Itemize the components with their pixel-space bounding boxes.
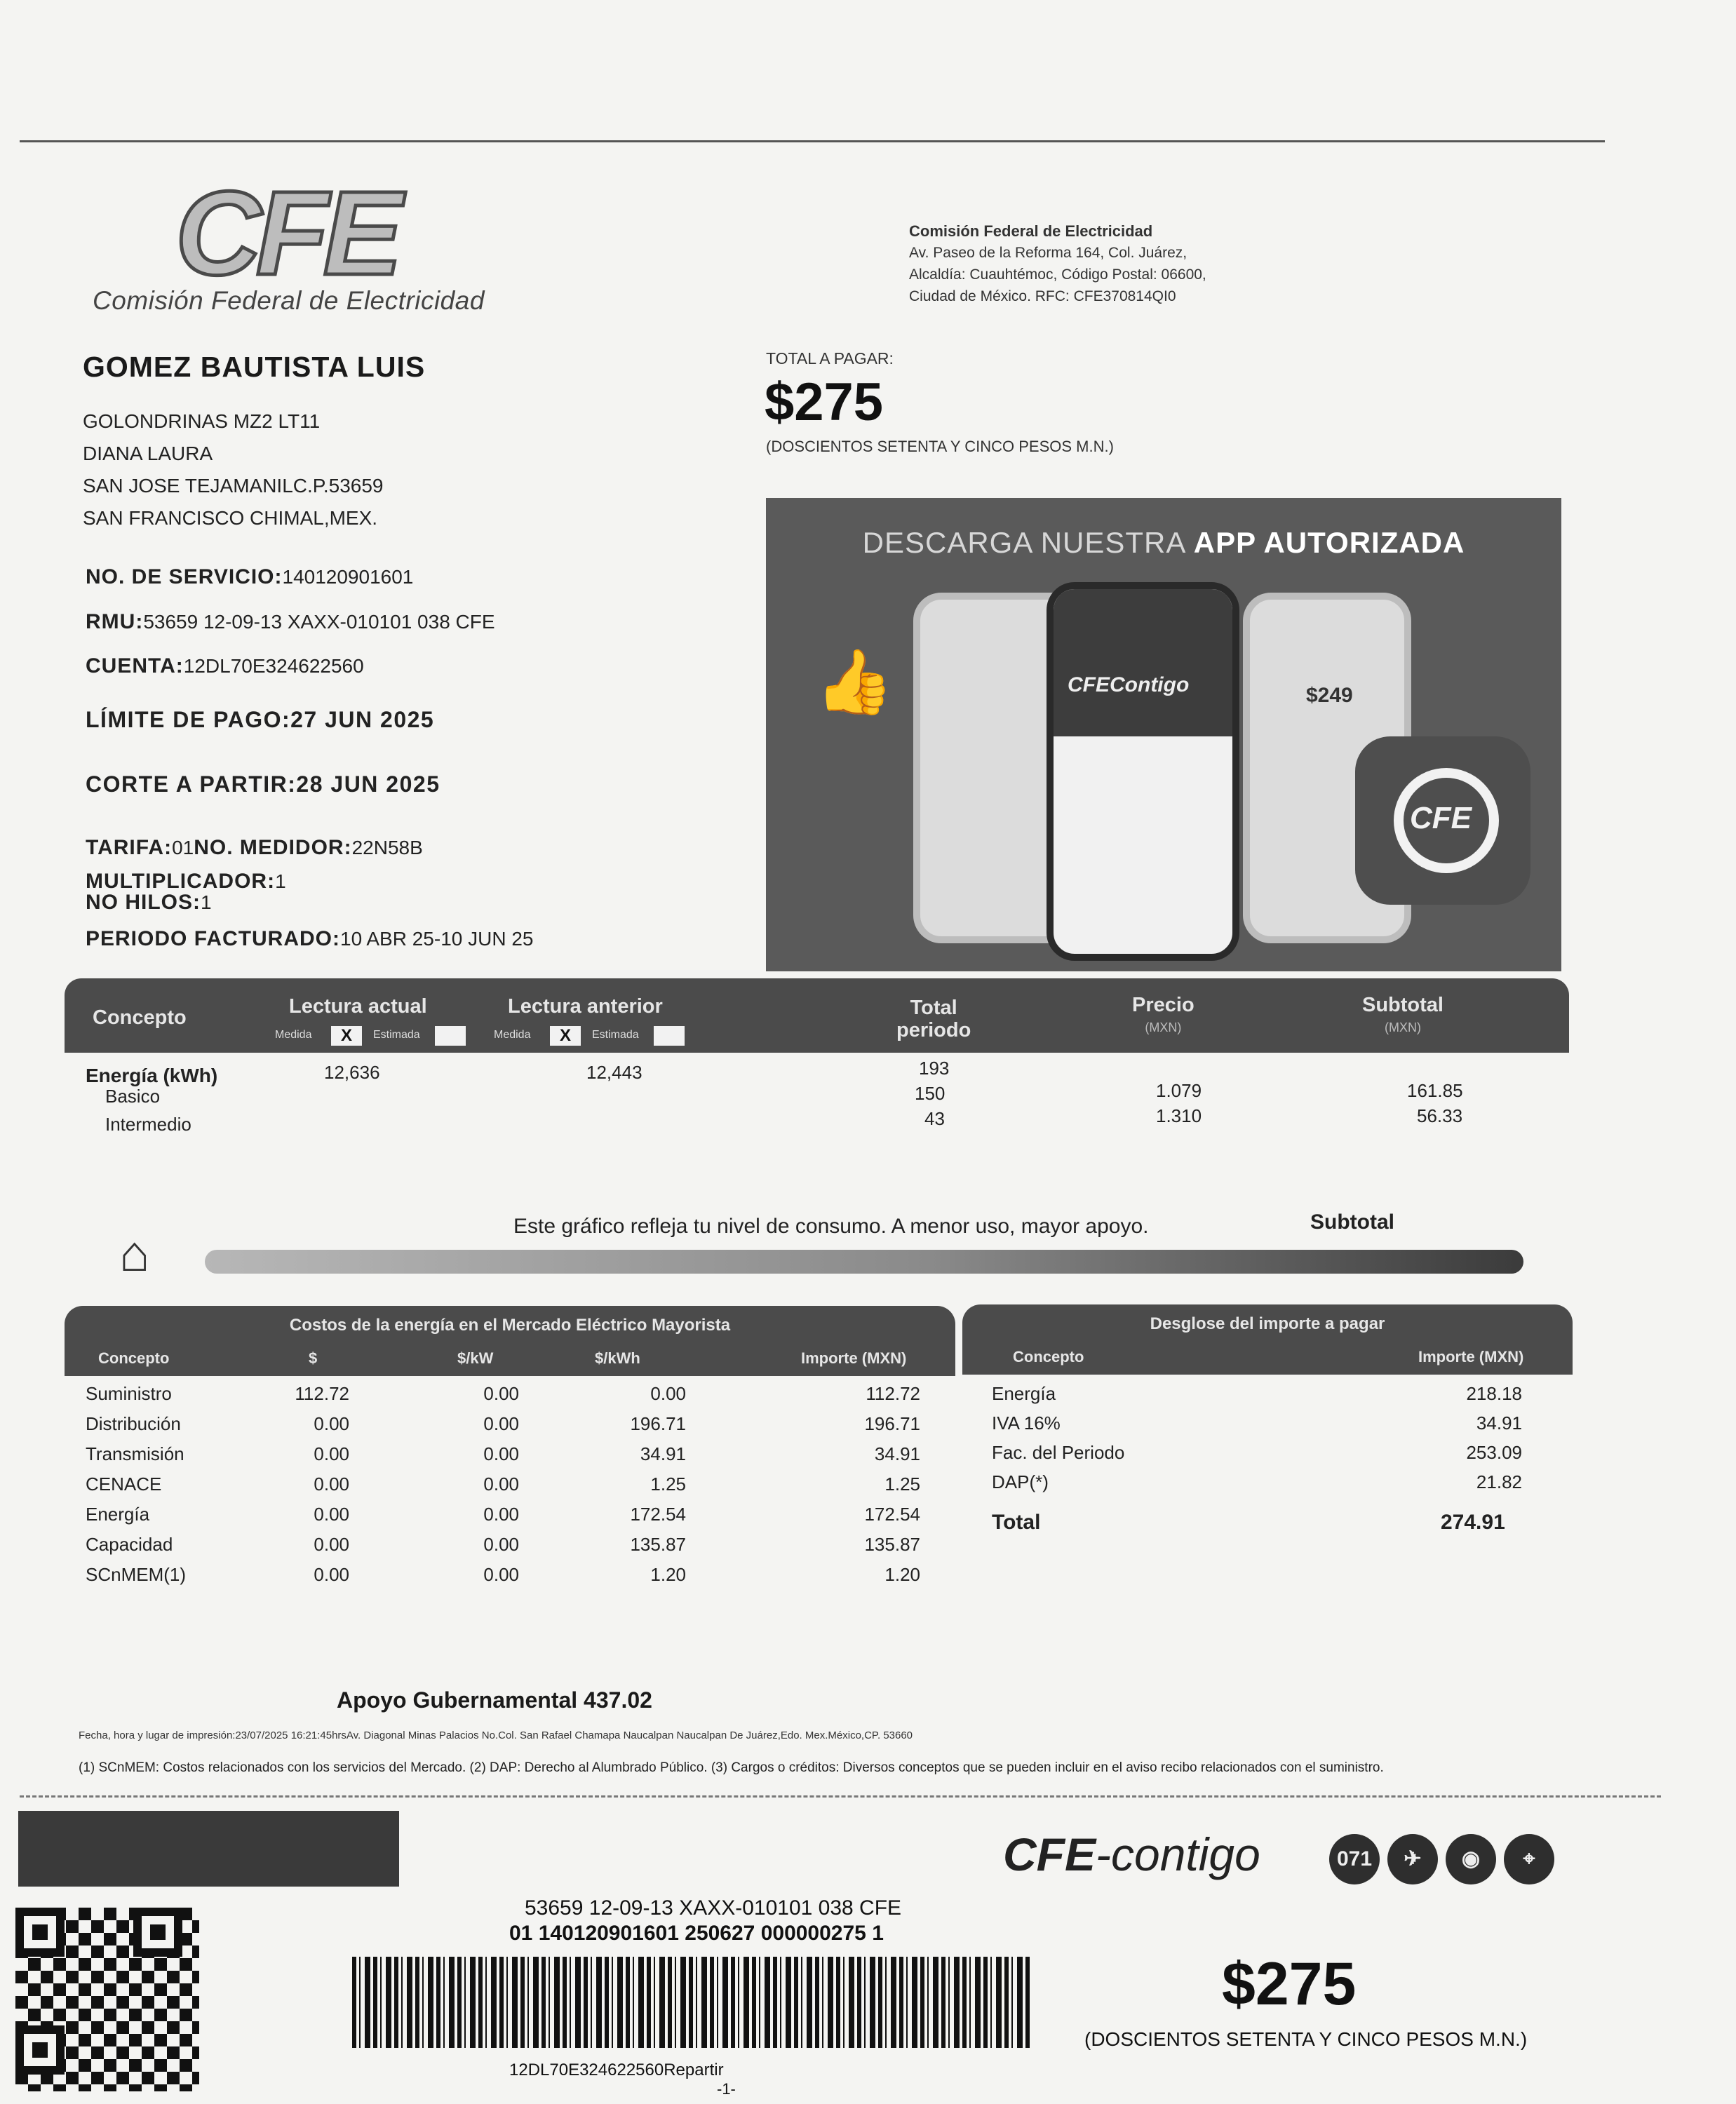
service-number: NO. DE SERVICIO:140120901601 [86,565,414,588]
stub-reference: 53659 12-09-13 XAXX-010101 038 CFE [525,1896,902,1920]
costs-cell: 0.00 [314,1413,349,1434]
costs-cell: 0.00 [483,1413,519,1434]
banner-heading: DESCARGA NUESTRA APP AUTORIZADA [862,526,1465,559]
issuer-line: Av. Paseo de la Reforma 164, Col. Juárez, [909,245,1187,261]
costs-cell: 1.25 [884,1474,920,1495]
cfe-logo-subtitle: Comisión Federal de Electricidad [93,286,485,315]
costs-cell: 0.00 [483,1383,519,1404]
location-icon[interactable]: ⌖ [1504,1834,1554,1884]
costs-table-header [65,1306,955,1376]
cfe-logo: CFE [175,167,397,300]
col-importe: Importe (MXN) [1418,1348,1524,1365]
total-periodo-value: 193 [919,1058,950,1079]
costs-cell: Distribución [86,1413,181,1434]
row-label: Intermedio [105,1114,191,1135]
total-amount: $275 [765,372,884,432]
costs-cell: 0.00 [483,1474,519,1495]
breakdown-table-header [962,1304,1573,1375]
house-icon: ⌂ [119,1226,150,1282]
col-concepto: Concepto [98,1349,170,1367]
row-subtotal: 56.33 [1417,1105,1463,1126]
gauge-subtotal-label: Subtotal [1310,1211,1394,1234]
medida-label: Medida [275,1029,312,1041]
total-label: TOTAL A PAGAR: [766,349,894,367]
barcode [352,1957,1032,2048]
breakdown-cell: IVA 16% [992,1412,1061,1434]
stub-account-distribution: 12DL70E324622560Repartir [509,2061,724,2079]
total-value: 274.91 [1441,1511,1505,1534]
costs-cell: 172.54 [630,1504,686,1525]
col-concepto: Concepto [1013,1348,1084,1365]
address-line: GOLONDRINAS MZ2 LT11 [83,410,321,432]
cfe-contigo-logo: CFE-contigo [1003,1828,1260,1880]
app-icon[interactable]: ◉ [1446,1834,1496,1884]
issuer-line: Ciudad de México. RFC: CFE370814QI0 [909,288,1176,304]
energia-label: Energía (kWh) [86,1065,218,1086]
costs-cell: 172.54 [864,1504,920,1525]
costs-cell: Transmisión [86,1443,184,1464]
government-support: Apoyo Gubernamental 437.02 [337,1687,652,1713]
telegram-icon[interactable]: ✈ [1387,1834,1438,1884]
costs-cell: 1.20 [884,1564,920,1585]
row-precio: 1.079 [1156,1080,1202,1101]
costs-cell: Suministro [86,1383,172,1404]
estimada-checkbox [435,1026,466,1046]
costs-cell: 1.20 [650,1564,686,1585]
multiplier: MULTIPLICADOR:1 [86,870,286,893]
costs-cell: 34.91 [874,1443,920,1464]
consumption-table-header [65,978,1569,1053]
customer-address [83,405,384,534]
row-precio: 1.310 [1156,1105,1202,1126]
costs-cell: 196.71 [630,1413,686,1434]
costs-cell: Energía [86,1504,150,1525]
qr-code [15,1908,199,2091]
address-line: SAN FRANCISCO CHIMAL,MEX. [83,507,378,529]
phone-brand: CFEContigo [1068,673,1190,696]
costs-cell: 135.87 [864,1534,920,1555]
costs-cell: 196.71 [864,1413,920,1434]
medida-checkbox: X [331,1026,362,1046]
cutoff-date: CORTE A PARTIR:28 JUN 2025 [86,771,440,797]
customer-name: GOMEZ BAUTISTA LUIS [83,351,426,383]
costs-cell: 0.00 [650,1383,686,1404]
lectura-actual-value: 12,636 [324,1062,380,1083]
col-per-kw: $/kW [457,1349,494,1367]
phone-071-icon[interactable]: 071 [1329,1834,1380,1884]
wires: NO HILOS:1 [86,891,212,914]
costs-cell: Capacidad [86,1534,173,1555]
col-concepto: Concepto [93,1006,187,1029]
costs-cell: 135.87 [630,1534,686,1555]
stub-amount: $275 [1222,1950,1357,2018]
phone-amount: $249 [1306,684,1353,707]
col-lectura-anterior: Lectura anterior [508,995,663,1018]
breakdown-cell: Fac. del Periodo [992,1442,1125,1463]
costs-cell: 0.00 [314,1564,349,1585]
costs-table-title: Costos de la energía en el Mercado Eléctrico Mayorista [289,1316,731,1335]
total-in-words: (DOSCIENTOS SETENTA Y CINCO PESOS M.N.) [766,438,1114,455]
breakdown-cell: 218.18 [1466,1383,1522,1404]
address-line: SAN JOSE TEJAMANILC.P.53659 [83,475,384,497]
phone-mockup-center [1047,582,1239,961]
cut-line [20,1795,1661,1798]
address-line: DIANA LAURA [83,443,213,464]
costs-cell: 112.72 [866,1383,920,1404]
footnotes: (1) SCnMEM: Costos relacionados con los servicios del Mercado. (2) DAP: Derecho al Alumbrado Público. (3) Cargos o créditos: Diversos conceptos que se pueden incluir en el aviso recibo relacionados con el suministro. [79,1760,1384,1775]
col-importe: Importe (MXN) [801,1349,907,1367]
row-subtotal: 161.85 [1407,1080,1463,1101]
col-per-kwh: $/kWh [595,1349,640,1367]
estimada-label: Estimada [592,1029,639,1041]
costs-cell: CENACE [86,1474,162,1495]
total-label: Total [992,1511,1041,1534]
breakdown-cell: 21.82 [1476,1471,1522,1492]
costs-cell: 0.00 [314,1534,349,1555]
billing-period: PERIODO FACTURADO:10 ABR 25-10 JUN 25 [86,927,534,950]
stub-amount-words: (DOSCIENTOS SETENTA Y CINCO PESOS M.N.) [1084,2028,1528,2050]
breakdown-cell: Energía [992,1383,1056,1404]
costs-cell: 112.72 [295,1383,349,1404]
issuer-name: Comisión Federal de Electricidad [909,222,1153,240]
print-info: Fecha, hora y lugar de impresión:23/07/2025 16:21:45hrsAv. Diagonal Minas Palacios No.Col. San Rafael Chamapa Naucalpan Naucalpan De Juárez,Edo. Mex.México,CP. 53660 [79,1729,913,1741]
row-kwh: 43 [924,1108,945,1129]
top-divider [20,140,1605,142]
estimada-checkbox [654,1026,685,1046]
lectura-anterior-value: 12,443 [586,1062,642,1083]
costs-cell: 0.00 [314,1443,349,1464]
issuer-block [909,220,1206,307]
costs-cell: SCnMEM(1) [86,1564,187,1585]
costs-cell: 0.00 [483,1504,519,1525]
col-subtotal: Subtotal (MXN) [1362,994,1444,1034]
row-label: Basico [105,1086,161,1107]
consumption-gauge-bar [205,1250,1523,1274]
costs-cell: 0.00 [314,1504,349,1525]
row-kwh: 150 [915,1083,946,1104]
rmu: RMU:53659 12-09-13 XAXX-010101 038 CFE [86,610,495,633]
app-download-banner[interactable] [766,498,1561,971]
breakdown-table-title: Desglose del importe a pagar [1150,1314,1385,1333]
page-number: -1- [717,2080,736,2098]
stub-payment-reference: 01 140120901601 250627 000000275 1 [509,1922,884,1945]
medida-label: Medida [494,1029,531,1041]
costs-cell: 0.00 [483,1564,519,1585]
cfe-app-icon: CFE [1355,736,1530,905]
thumbs-up-icon: 👍 [815,647,894,717]
estimada-label: Estimada [373,1029,420,1041]
costs-cell: 0.00 [314,1474,349,1495]
col-total-periodo: Total periodo [896,997,971,1041]
col-lectura-actual: Lectura actual [289,995,427,1018]
col-pesos: $ [309,1349,318,1367]
issuer-line: Alcaldía: Cuauhtémoc, Código Postal: 06600, [909,267,1206,283]
redacted-bar [18,1811,399,1887]
breakdown-cell: DAP(*) [992,1471,1049,1492]
medida-checkbox: X [550,1026,581,1046]
breakdown-cell: 253.09 [1466,1442,1522,1463]
account-number: CUENTA:12DL70E324622560 [86,654,364,677]
tariff-meter: TARIFA:01NO. MEDIDOR:22N58B [86,836,423,859]
costs-cell: 0.00 [483,1443,519,1464]
costs-cell: 1.25 [650,1474,686,1495]
costs-cell: 0.00 [483,1534,519,1555]
payment-due-date: LÍMITE DE PAGO:27 JUN 2025 [86,707,435,732]
costs-cell: 34.91 [640,1443,686,1464]
breakdown-cell: 34.91 [1476,1412,1522,1434]
col-precio: Precio (MXN) [1132,994,1195,1034]
consumption-gauge-text: Este gráfico refleja tu nivel de consumo. A menor uso, mayor apoyo. [513,1215,1149,1238]
